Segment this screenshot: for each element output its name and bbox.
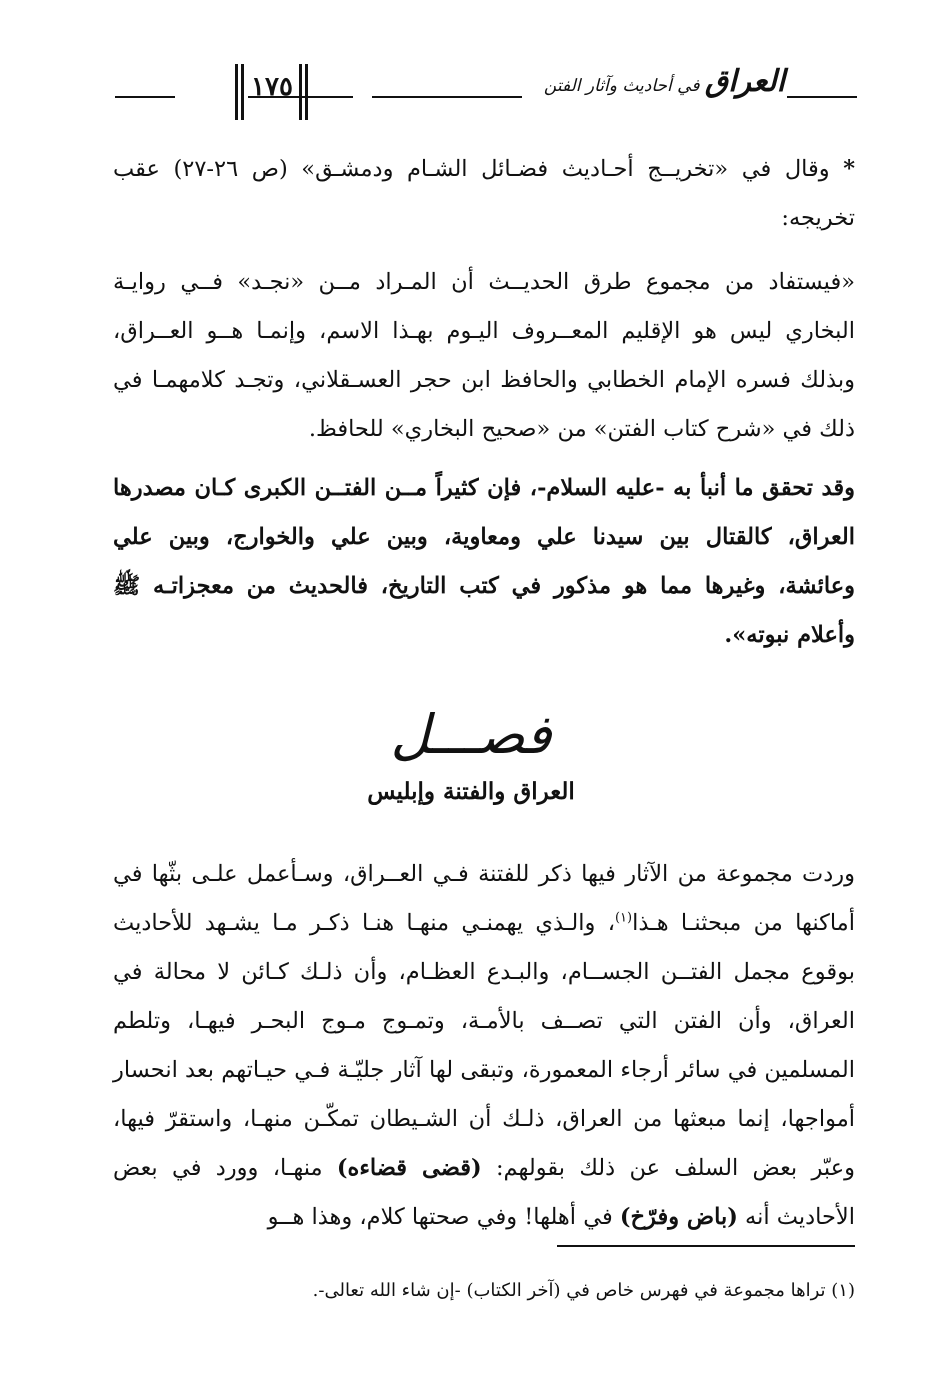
star-marker: *	[843, 156, 856, 182]
section-heading: العراق والفتنة وإبليس	[367, 778, 575, 805]
frame-bar	[299, 64, 302, 120]
running-title	[544, 64, 785, 99]
header-rule-gap	[248, 96, 353, 98]
page-number-frame	[175, 64, 353, 120]
quote-text-1: «فيستفاد من مجموع طرق الحديــث أن المـراد مــن «نجـد» فــي روايـة البخاري ليس هو الإقليم المعــروف اليـوم بهـذا الاسم، وإنمـا هــو العــراق، وبذلك فسره الإمام الخطابي والحافظ ابن حجر العسـقلاني، وتجـد كلامهمـا في ذلك في «شرح كتاب الفتن» من «صحيح البخاري» للحافظ.	[113, 269, 856, 442]
page-header	[115, 60, 857, 130]
header-rule-middle	[372, 96, 522, 98]
body-text-end: في أهلها! وفي صحتها كلام، وهذا هــو	[267, 1204, 620, 1230]
section-ornament-fasl: فصـــل	[390, 703, 552, 766]
footnote: (١) تراها مجموعة في فهرس خاص في (آخر الكتاب) -إن شاء الله تعالى-.	[312, 1280, 855, 1301]
body-paragraph	[113, 850, 855, 1242]
body-text-continued: ، والـذي يهمنـي منهـا هنـا ذكـر مـا يشـهد للأحاديث بوقوع مجمل الفتــن الجســام، والبـدع العظـام، وأن ذلـك كـائن لا محالة في العراق، وأن الفتن التي تصــف بالأمـة، وتمـوج مـوج البحـر فيهـا، وتلطم المسلمين في سائر أرجاء المعمورة، وتبقى لها آثار جليّـة فـي حيـاتهم بعد انحسار أمواجها، إنما مبعثها من العراق، ذلـك أن الشـيطان تمكّـن منهـا، واستقرّ فيها، وعبّر بعض السلف عن ذلك بقولهم:	[113, 910, 855, 1181]
running-title-rest: في أحاديث وآثار الفتن	[543, 76, 700, 96]
intro-paragraph	[113, 145, 855, 243]
header-rule-right	[787, 96, 857, 98]
bold-phrase-qada: (قضى قضاءه)	[336, 1155, 482, 1181]
footnote-reference[interactable]: (١)	[614, 910, 633, 926]
quote-text-2: وقد تحقق ما أنبأ به -عليه السلام-، فإن كثيراً مــن الفتــن الكبرى كـان مصدرها العراق، كالقتال بين سيدنا علي ومعاوية، وبين علي والخوارج، وبين علي وعائشة، وغيرها مما هو مذكور في كتب التاريخ، فالحديث من معجزاتـه ﷺ وأعلام نبوته».	[113, 475, 855, 648]
frame-bar	[241, 64, 244, 120]
quote-paragraph-2	[113, 464, 855, 660]
frame-bar	[305, 64, 308, 120]
bold-phrase-bad: (باض وفرّخ)	[619, 1204, 738, 1230]
footnote-separator	[557, 1245, 855, 1247]
quote-paragraph-1	[113, 258, 855, 454]
page-number: ١٧٥	[251, 72, 293, 102]
header-rule-left	[115, 96, 175, 98]
body-text-middle: منهـا، وورد في بعض الأحاديث أنه	[113, 1155, 855, 1230]
body-text-start: وردت مجموعة من الآثار فيها ذكر للفتنة فـي العــراق، وسـأعمل علـى بثّها في أماكنها من مبحثنـا هـذا	[113, 861, 855, 936]
intro-text: وقال في «تخريــج أحـاديث فضـائل الشـام ودمشـق» (ص ٢٦-٢٧) عقب تخريجه:	[113, 156, 855, 231]
frame-bar	[235, 64, 238, 120]
running-title-main: العراق	[704, 64, 785, 99]
